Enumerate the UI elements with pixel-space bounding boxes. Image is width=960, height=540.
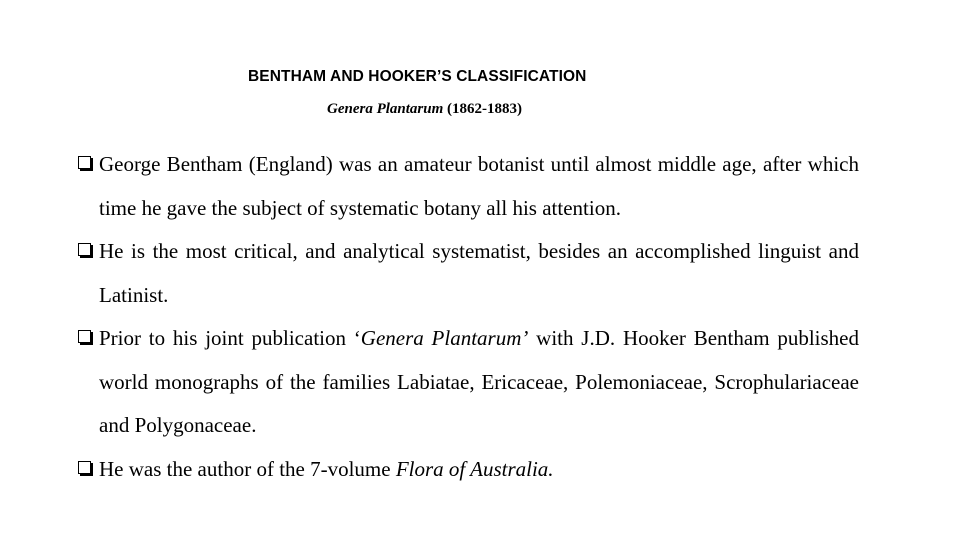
bullet-list — [78, 143, 859, 491]
bullet-text-post: with J.D. Hooker Bentham published world monographs of the families Labiatae, Ericaceae, Polemoniaceae, Scrophulariaceae and Polygonaceae. — [99, 326, 859, 437]
checkbox-bullet-icon — [78, 330, 91, 343]
bullet-item-1 — [78, 143, 859, 230]
page-title: BENTHAM AND HOOKER’S CLASSIFICATION — [248, 68, 587, 85]
bullet-text: He is the most critical, and analytical systematist, besides an accomplished linguist and Latinist. — [99, 239, 859, 307]
subtitle-years: (1862-1883) — [443, 101, 523, 117]
bullet-item-2 — [78, 230, 859, 317]
bullet-item-4 — [78, 448, 859, 492]
bullet-item-3 — [78, 317, 859, 448]
bullet-text-pre: He was the author of the 7-volume — [99, 456, 396, 481]
bullet-text: George Bentham (England) was an amateur botanist until almost middle age, after which time he gave the subject of systematic botany all his attention. — [99, 152, 859, 220]
page-subtitle — [327, 101, 522, 118]
bullet-text-italic: Flora of Australia. — [395, 456, 554, 481]
checkbox-bullet-icon — [78, 156, 91, 169]
bullet-text-italic: Genera Plantarum’ — [360, 326, 529, 350]
checkbox-bullet-icon — [78, 243, 91, 256]
checkbox-bullet-icon — [78, 461, 91, 474]
bullet-text-pre: Prior to his joint publication ‘ — [99, 326, 361, 350]
subtitle-italic: Genera Plantarum — [327, 101, 444, 117]
